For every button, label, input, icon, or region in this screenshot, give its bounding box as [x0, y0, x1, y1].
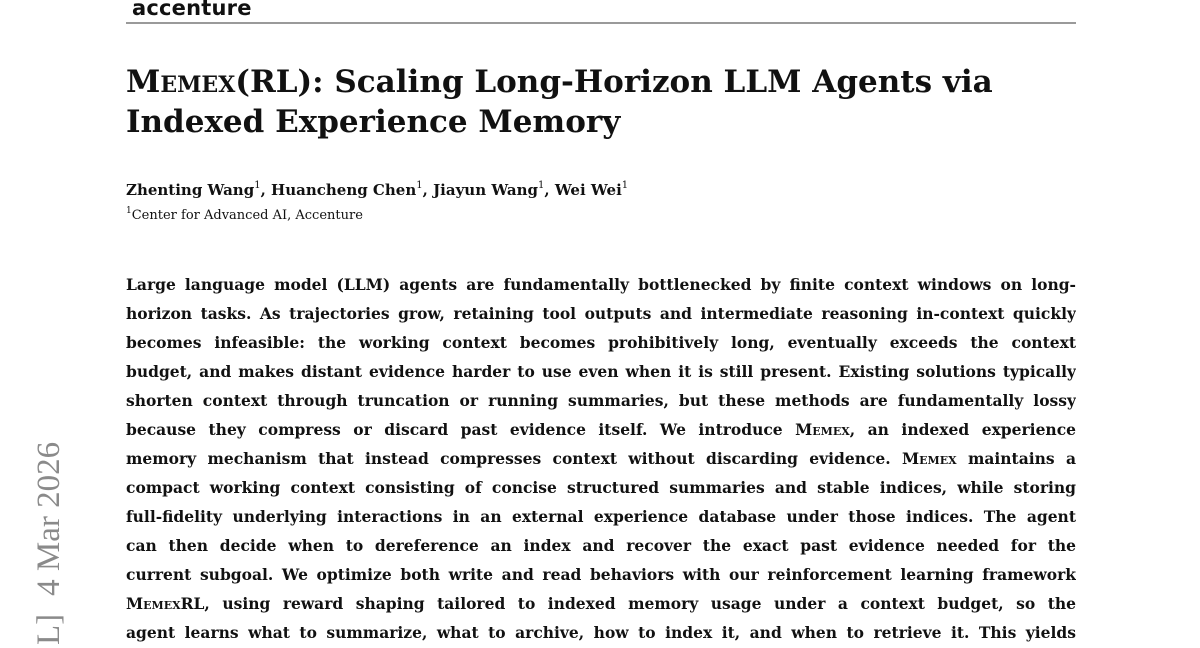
author-affil-sup: 1	[254, 180, 261, 191]
author-name: Zhenting Wang	[126, 181, 255, 199]
title-memex: Memex	[126, 64, 236, 100]
abstract-fragment: , using reward shaping tailored to indexed memory usage under a context budget, so the	[204, 594, 1076, 613]
abstract-fragment: maintains a	[956, 449, 1076, 468]
author-affil-sup: 1	[621, 180, 629, 191]
memex-name: Memex	[795, 420, 850, 439]
memexrl-name: MemexRL	[126, 594, 205, 613]
affiliation	[126, 201, 363, 226]
author-name: Jiayun Wang	[433, 181, 538, 199]
abstract-line	[126, 415, 1076, 444]
author-name: Wei Wei	[554, 181, 622, 199]
abstract-line: Large language model (LLM) agents are fundamentally bottlenecked by finite context windows on long-	[126, 275, 1076, 294]
abstract-fragment: because they compress or discard past evidence itself. We introduce	[126, 420, 796, 439]
abstract-fragment: memory mechanism that instead compresses context without discarding evidence.	[126, 449, 891, 468]
abstract-line: shorten context through truncation or running summaries, but these methods are fundamentally lossy	[126, 391, 1076, 410]
author-affil-sup: 1	[416, 180, 423, 191]
abstract	[126, 270, 1076, 647]
abstract-line	[126, 444, 1076, 473]
abstract-fragment: , an indexed experience	[849, 420, 1076, 439]
abstract-line: compact working context consisting of concise structured summaries and stable indices, while storing	[126, 478, 1076, 497]
abstract-line	[126, 589, 1076, 618]
header-rule	[126, 22, 1076, 24]
page-header	[126, 0, 1076, 24]
title-line1-rest: (RL): Scaling Long-Horizon LLM Agents via	[235, 64, 993, 100]
author-affil-sup: 1	[537, 180, 545, 191]
paper-title	[126, 62, 1046, 142]
abstract-line: full-fidelity underlying interactions in an external experience database under those indices. The agent	[126, 507, 1076, 526]
title-line2: Indexed Experience Memory	[126, 104, 621, 140]
abstract-line: becomes infeasible: the working context becomes prohibitively long, eventually exceeds the context	[126, 333, 1076, 352]
abstract-line: agent learns what to summarize, what to archive, how to index it, and when to retrieve it. This yields	[126, 623, 1076, 642]
author-name: Huancheng Chen	[271, 181, 417, 199]
memex-name: Memex	[902, 449, 957, 468]
arxiv-date: 4 Mar 2026	[31, 441, 67, 596]
abstract-line: horizon tasks. As trajectories grow, retaining tool outputs and intermediate reasoning in-context quickly	[126, 304, 1076, 323]
arxiv-sidebar-stamp	[26, 442, 72, 645]
abstract-line: can then decide when to dereference an index and recover the exact past evidence needed for the	[126, 536, 1076, 555]
abstract-line: current subgoal. We optimize both write and read behaviors with our reinforcement learning framework	[126, 565, 1076, 584]
affiliation-text: Center for Advanced AI, Accenture	[131, 208, 363, 223]
affiliation-sup: 1	[126, 206, 132, 216]
brand-logo: accenture	[132, 0, 252, 20]
author-list: Zhenting Wang$^1$, Huancheng Chen$^1$, Jiayun Wang$^1$, Wei Wei$^1$	[126, 180, 629, 199]
arxiv-bracket: L]	[31, 613, 67, 645]
abstract-line: budget, and makes distant evidence harder to use even when it is still present. Existing solutions typically	[126, 362, 1076, 381]
